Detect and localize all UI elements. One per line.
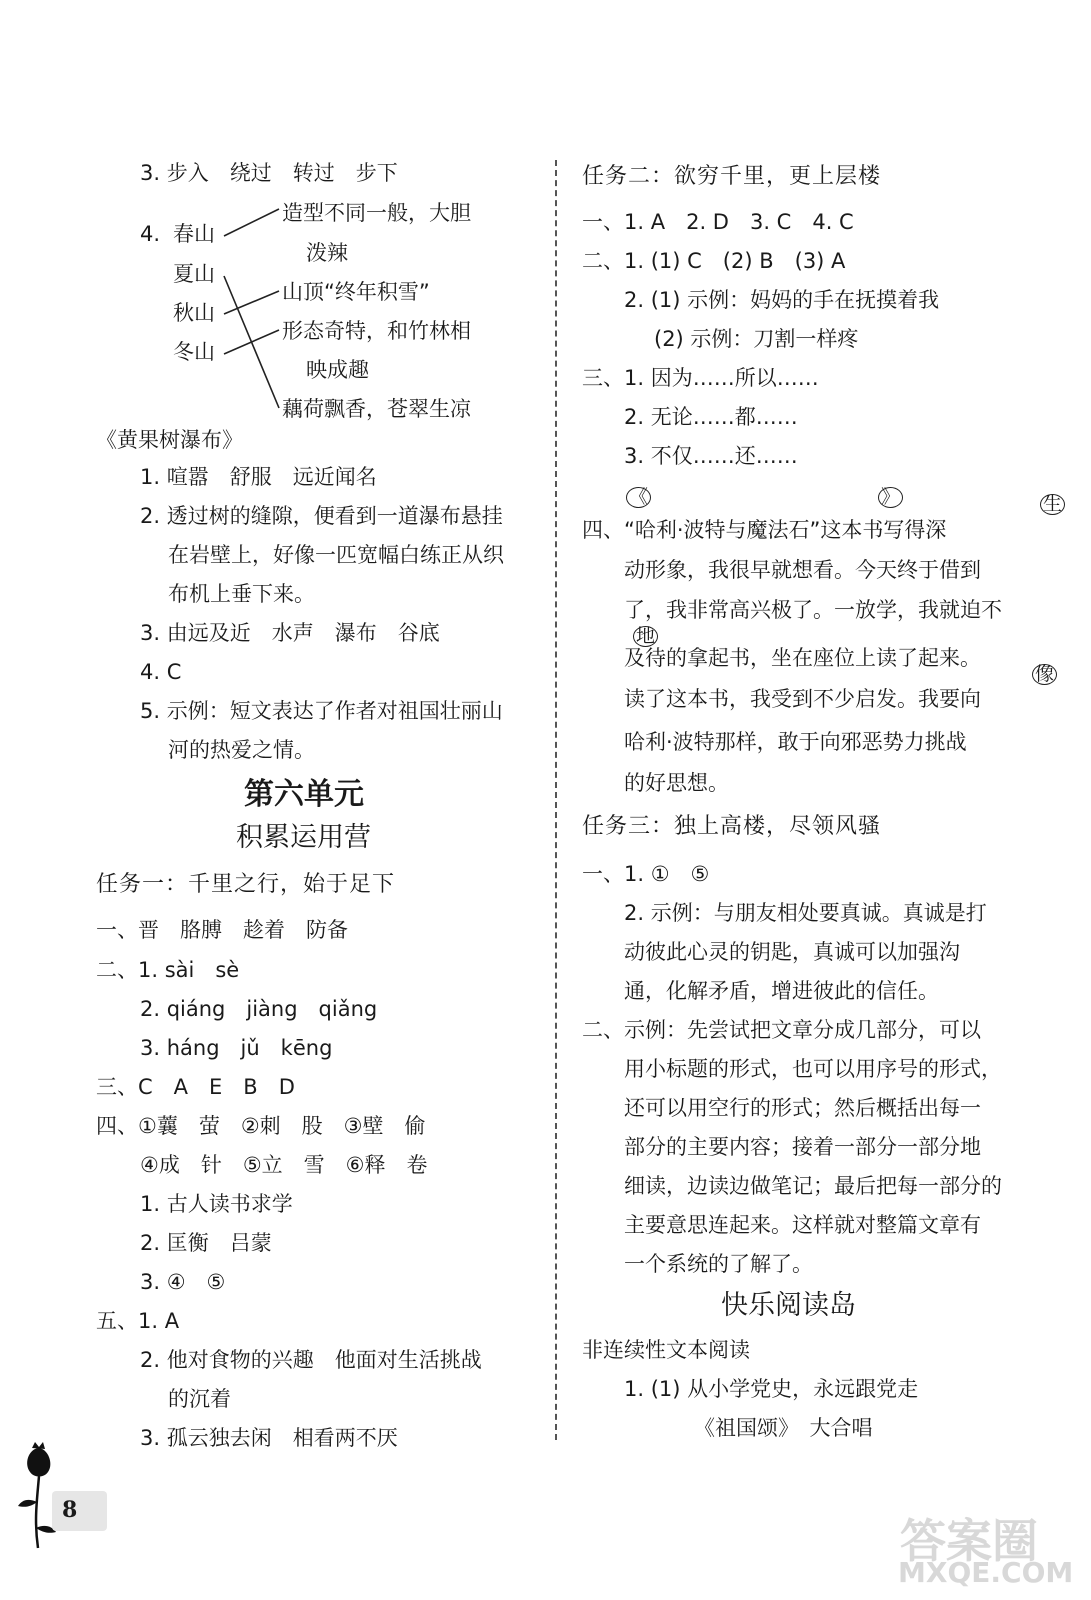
- t3-part-2-line2: 用小标题的形式，也可以用序号的形式，: [624, 1057, 1002, 1081]
- t2-part-4-line6: 哈利·波特那样，敢于向邪恶势力挑战: [624, 730, 967, 754]
- t2-part-3-item-3: 3. 不仅……还……: [624, 444, 798, 468]
- correction-mark-xiang: 像: [1032, 664, 1057, 685]
- t2-part-4-line5: 读了这本书，我受到不少启发。我要向: [624, 687, 981, 711]
- section-title-huangguoshu: 《黄果树瀑布》: [96, 428, 243, 452]
- t3-part-2-line7: 一个系统的了解了。: [624, 1252, 813, 1276]
- t1-part-4: 四、①蘘 萤 ②刺 股 ③壁 偷: [96, 1114, 426, 1138]
- t3-part-2-line5: 细读，边读边做笔记；最后把每一部分的: [624, 1174, 1002, 1198]
- t1-part-4-item-1: 1. 古人读书求学: [140, 1192, 293, 1216]
- t1-part-2: 二、1. sài sè: [96, 958, 240, 982]
- unit-title: 第六单元: [244, 777, 364, 812]
- t1-part-5: 五、1. A: [96, 1309, 180, 1333]
- correction-mark-close: 》: [878, 487, 903, 508]
- hgs-item-3: 3. 由远及近 水声 瀑布 谷底: [140, 621, 440, 645]
- reading-item-1-line2: 《祖国颂》 大合唱: [694, 1416, 873, 1440]
- t2-part-4-line1: “哈利·波特与魔法石”这本书写得深: [624, 518, 947, 542]
- task-3-title: 任务三：独上高楼，尽领风骚: [582, 814, 882, 839]
- t2-part-2: 二、1. (1) C (2) B (3) A: [582, 249, 846, 273]
- t1-part-5-item-2: 2. 他对食物的兴趣 他面对生活挑战: [140, 1348, 482, 1372]
- t2-part-2-item-2: 2. (1) 示例：妈妈的手在抚摸着我: [624, 288, 940, 312]
- hgs-item-2-line2: 在岩壁上，好像一匹宽幅白练正从织: [168, 543, 504, 567]
- season-winter: 冬山: [173, 340, 215, 364]
- season-summer: 夏山: [173, 262, 215, 286]
- t3-part-1-item-2-line2: 动彼此心灵的钥匙，真诚可以加强沟: [624, 940, 960, 964]
- page-number: 8: [62, 1497, 78, 1523]
- desc-3-cont: 映成趣: [306, 358, 369, 382]
- t3-part-2-line6: 主要意思连起来。这样就对整篇文章有: [624, 1213, 981, 1237]
- t3-part-2-line4: 部分的主要内容；接着一部分一部分地: [624, 1135, 981, 1159]
- t1-part-2-item-2: 2. qiáng jiàng qiǎng: [140, 997, 378, 1021]
- desc-1-cont: 泼辣: [306, 241, 348, 265]
- t2-part-4-line3: 了，我非常高兴极了。一放学，我就迫不: [624, 598, 1002, 622]
- t1-part-3: 三、C A E B D: [96, 1075, 295, 1099]
- t1-part-4-item-2: 2. 匡衡 吕蒙: [140, 1231, 272, 1255]
- reading-title: 快乐阅读岛: [721, 1290, 856, 1321]
- t2-part-4-line4: 及待的拿起书，坐在座位上读了起来。: [624, 646, 981, 670]
- t3-part-2: 二、示例：先尝试把文章分成几部分，可以: [582, 1018, 981, 1042]
- t2-part-3-item-2: 2. 无论……都……: [624, 405, 798, 429]
- column-divider: [555, 160, 557, 1440]
- desc-3: 形态奇特，和竹林相: [282, 319, 471, 343]
- correction-mark-di: 地: [633, 626, 658, 647]
- t3-part-1-item-2: 2. 示例：与朋友相处要真诚。真诚是打: [624, 901, 987, 925]
- t1-part-5-item-3: 3. 孤云独去闲 相看两不厌: [140, 1426, 398, 1450]
- nontext-title: 非连续性文本阅读: [582, 1338, 750, 1362]
- hgs-item-2: 2. 透过树的缝隙，便看到一道瀑布悬挂: [140, 504, 503, 528]
- t3-part-1-item-2-line3: 通，化解矛盾，增进彼此的信任。: [624, 979, 939, 1003]
- desc-2: 山顶“终年积雪”: [282, 280, 430, 304]
- t1-part-4-line2: ④成 针 ⑤立 雪 ⑥释 卷: [140, 1153, 428, 1177]
- task-2-title: 任务二：欲穷千里，更上层楼: [582, 164, 882, 189]
- desc-1: 造型不同一般，大胆: [282, 201, 471, 225]
- t2-part-1: 一、1. A 2. D 3. C 4. C: [582, 210, 854, 234]
- hgs-item-5-line2: 河的热爱之情。: [168, 738, 315, 762]
- answer-item-4-number: 4.: [140, 222, 161, 246]
- t2-part-4-line7: 的好思想。: [624, 771, 729, 795]
- t2-part-4-line2: 动形象，我很早就想看。今天终于借到: [624, 558, 981, 582]
- hgs-item-5: 5. 示例：短文表达了作者对祖国壮丽山: [140, 699, 503, 723]
- correction-mark-open: 《: [626, 487, 651, 508]
- reading-item-1: 1. (1) 从小学党史，永远跟党走: [624, 1377, 919, 1401]
- season-spring: 春山: [173, 222, 215, 246]
- correction-mark-sheng: 生: [1040, 494, 1065, 515]
- t1-part-5-item-2-line2: 的沉着: [168, 1387, 231, 1411]
- match-line-winter: [224, 330, 279, 354]
- page-number-tab: [52, 1491, 107, 1531]
- t1-part-1: 一、晋 胳膊 趁着 防备: [96, 918, 348, 942]
- t1-part-4-item-3: 3. ④ ⑤: [140, 1270, 226, 1294]
- hgs-item-4: 4. C: [140, 660, 182, 684]
- t1-part-2-item-3: 3. háng jǔ kēng: [140, 1036, 333, 1060]
- match-line-spring: [224, 209, 279, 236]
- watermark-url: MXQE.COM: [898, 1556, 1074, 1589]
- desc-4: 藕荷飘香，苍翠生凉: [282, 397, 471, 421]
- hgs-item-2-line3: 布机上垂下来。: [168, 582, 315, 606]
- watermark-logo: 答案圈: [900, 1514, 1038, 1568]
- answer-item-3: 3. 步入 绕过 转过 步下: [140, 161, 398, 185]
- t3-part-1: 一、1. ① ⑤: [582, 862, 710, 886]
- t3-part-2-line3: 还可以用空行的形式；然后概括出每一: [624, 1096, 981, 1120]
- t2-part-3: 三、1. 因为……所以……: [582, 366, 819, 390]
- t2-part-2-item-2b: (2) 示例：刀割一样疼: [654, 327, 859, 351]
- task-1-title: 任务一：千里之行，始于足下: [96, 872, 396, 897]
- hgs-item-1: 1. 喧嚣 舒服 远近闻名: [140, 465, 377, 489]
- camp-title: 积累运用营: [236, 822, 371, 853]
- season-autumn: 秋山: [173, 301, 215, 325]
- t2-part-4-label: 四、: [582, 518, 624, 542]
